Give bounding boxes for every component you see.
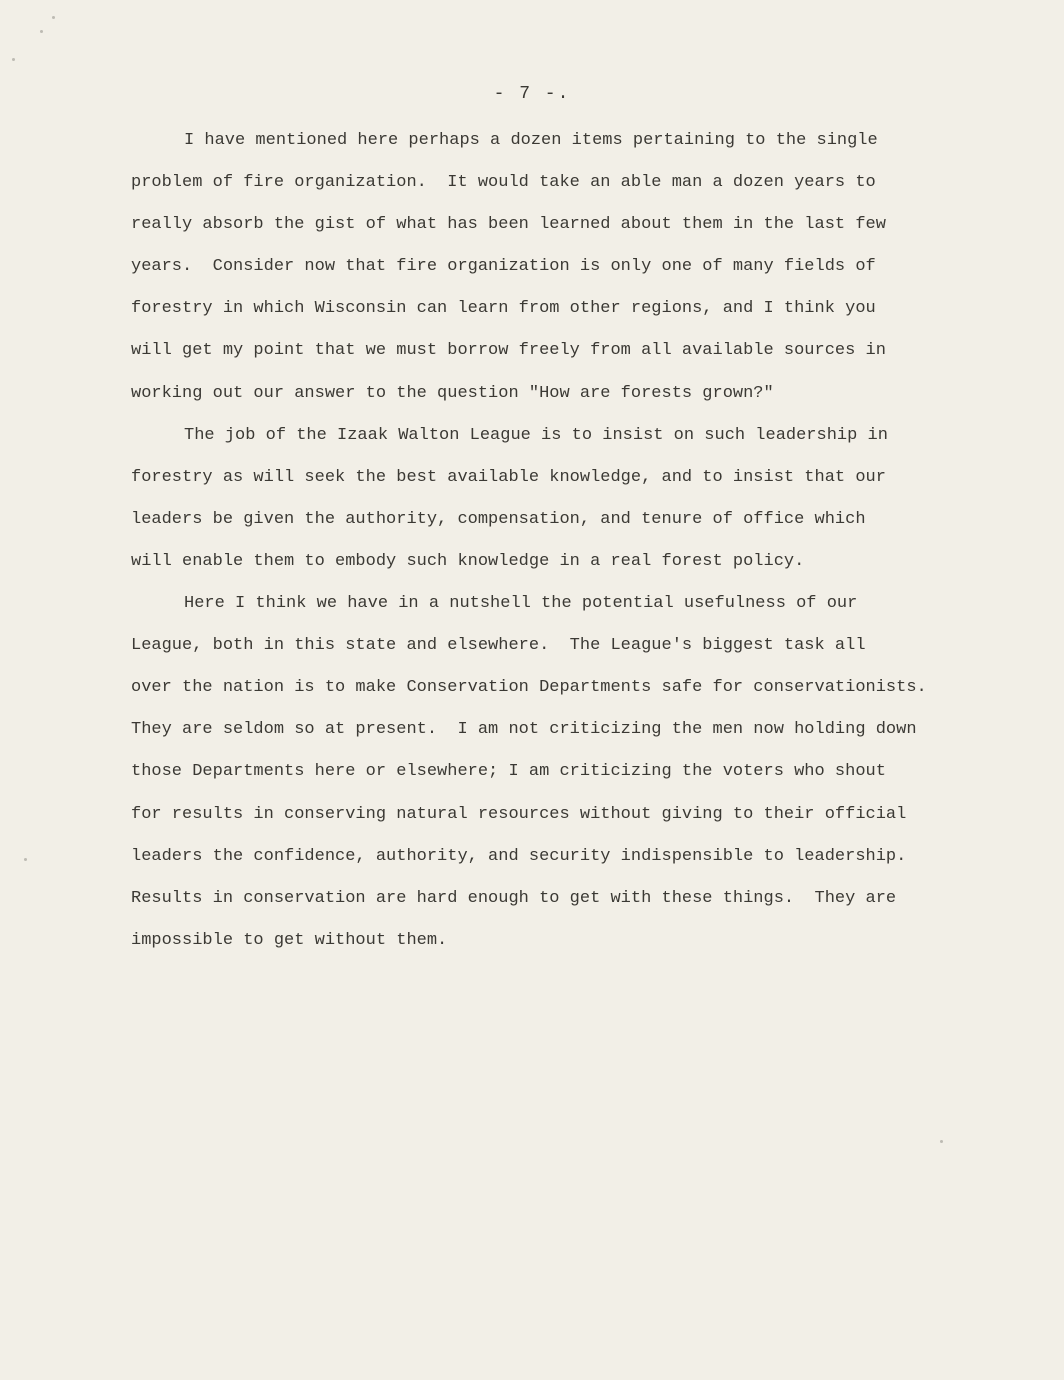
text-line: will get my point that we must borrow freely from all available sources in xyxy=(131,341,886,361)
page-number: - 7 -. xyxy=(493,84,571,104)
text-line: The job of the Izaak Walton League is to insist on such leadership in xyxy=(184,425,888,445)
text-line: those Departments here or elsewhere; I am criticizing the voters who shout xyxy=(131,762,886,782)
text-line: League, both in this state and elsewhere. The League's biggest task all xyxy=(131,636,866,656)
text-line: Results in conservation are hard enough to get with these things. They are xyxy=(131,888,897,908)
text-line: They are seldom so at present. I am not criticizing the men now holding down xyxy=(131,720,917,740)
paragraph-3 xyxy=(131,583,991,962)
body-text xyxy=(131,120,991,962)
text-line: really absorb the gist of what has been learned about them in the last few xyxy=(131,215,886,235)
text-line: for results in conserving natural resources without giving to their official xyxy=(131,804,907,824)
text-line: problem of fire organization. It would take an able man a dozen years to xyxy=(131,173,876,193)
paragraph-2 xyxy=(131,415,991,583)
text-line: I have mentioned here perhaps a dozen items pertaining to the single xyxy=(184,131,878,150)
text-line: Here I think we have in a nutshell the potential usefulness of our xyxy=(184,594,858,614)
paragraph-1 xyxy=(131,120,991,415)
text-line: over the nation is to make Conservation Departments safe for conservationists. xyxy=(131,678,927,698)
text-line: working out our answer to the question "How are forests grown?" xyxy=(131,383,774,403)
text-line: forestry in which Wisconsin can learn from other regions, and I think you xyxy=(131,299,876,319)
paper-speck xyxy=(12,58,15,61)
paper-speck xyxy=(40,30,43,33)
text-line: leaders be given the authority, compensation, and tenure of office which xyxy=(131,509,866,529)
paper-speck xyxy=(940,1140,943,1143)
text-line: will enable them to embody such knowledge in a real forest policy. xyxy=(131,551,805,571)
paper-speck xyxy=(24,858,27,861)
text-line: impossible to get without them. xyxy=(131,930,448,950)
text-line: forestry as will seek the best available knowledge, and to insist that our xyxy=(131,467,886,487)
paper-speck xyxy=(52,16,55,19)
text-line: years. Consider now that fire organization is only one of many fields of xyxy=(131,257,876,277)
text-line: leaders the confidence, authority, and security indispensible to leadership. xyxy=(131,846,907,866)
